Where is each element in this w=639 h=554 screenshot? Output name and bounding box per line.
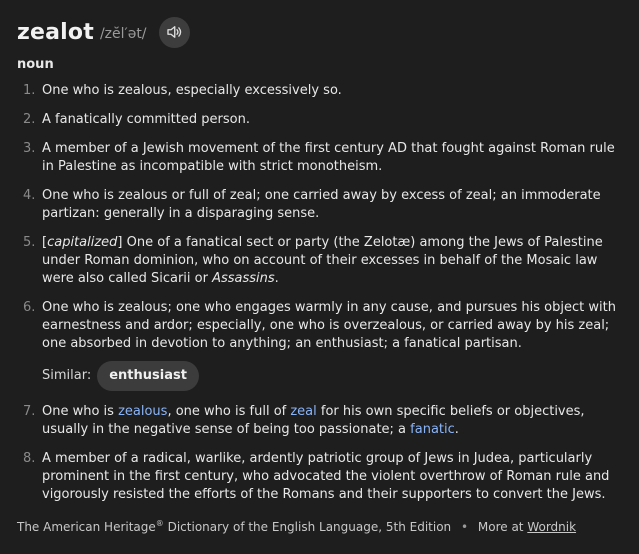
- definition-italic-term: Assassins: [212, 271, 275, 286]
- definition-item: [17, 187, 622, 223]
- definition-item: [17, 234, 622, 288]
- speaker-icon: [165, 23, 183, 41]
- definition-text: A fanatically committed person.: [42, 112, 250, 127]
- link-zealous[interactable]: zealous: [118, 404, 168, 419]
- definition-number: 2.: [23, 112, 36, 127]
- definition-text: One of a fanatical sect or party (the Zelotæ) among the Jews of Palestine under Roman dominion, who on account of their excesses in behalf of the Mosaic law were also called Sicarii or: [42, 235, 603, 286]
- definition-text: , one who is full of: [167, 404, 291, 419]
- definition-item: [17, 82, 622, 100]
- definition-bracket-open: [: [42, 235, 48, 250]
- definition-text: A member of a radical, warlike, ardently patriotic group of Jews in Judea, particularly prominent in the first century, who advocated the violent overthrow of Roman rule and vigorously resisted the efforts of the Romans and their supporters to convert the Jews.: [42, 451, 610, 502]
- definition-text: for his own specific beliefs or objectives, usually in the negative sense of being too passionate; a: [42, 404, 585, 437]
- definition-text: .: [454, 422, 459, 437]
- definition-number: 6.: [23, 300, 36, 315]
- pronunciation: /zĕl′ət/: [99, 25, 147, 42]
- similar-label: Similar:: [42, 368, 92, 383]
- definition-bracket-close: ]: [117, 235, 123, 250]
- definition-item: [17, 299, 622, 391]
- more-at-label: More at: [477, 520, 528, 534]
- source-name: The American Heritage: [17, 520, 156, 534]
- definition-number: 4.: [23, 188, 36, 203]
- entry-header: [17, 14, 190, 50]
- play-pronunciation-button[interactable]: [159, 17, 190, 48]
- link-fanatic[interactable]: fanatic: [410, 422, 455, 437]
- definition-item: [17, 403, 622, 439]
- definition-list: [17, 82, 622, 504]
- definition-label: capitalized: [47, 235, 118, 250]
- part-of-speech: noun: [17, 57, 54, 72]
- definition-text: One who is zealous; one who engages warmly in any cause, and pursues his object with earnestness and ardor; especially, one who is overzealous, or carried away by his zeal; one absorbed in devotion to anything; an enthusiast; a fanatical partisan.: [42, 300, 616, 351]
- definition-text-end: .: [274, 271, 279, 286]
- similar-row: [42, 361, 622, 391]
- definition-text: One who is: [42, 404, 119, 419]
- definition-number: 8.: [23, 451, 36, 466]
- definition-text: One who is zealous, especially excessively so.: [42, 83, 342, 98]
- source-name-rest: Dictionary of the English Language, 5th Edition: [163, 520, 452, 534]
- definition-number: 1.: [23, 83, 36, 98]
- similar-chip-enthusiast[interactable]: enthusiast: [97, 361, 199, 391]
- wordnik-link[interactable]: Wordnik: [527, 520, 577, 534]
- definition-number: 7.: [23, 404, 36, 419]
- definition-item: [17, 450, 622, 504]
- definition-item: [17, 140, 622, 176]
- registered-mark: ®: [155, 519, 164, 528]
- source-footer: [17, 519, 576, 534]
- definition-item: [17, 111, 622, 129]
- definition-number: 5.: [23, 235, 36, 250]
- definition-number: 3.: [23, 141, 36, 156]
- link-zeal[interactable]: zeal: [290, 404, 317, 419]
- bullet-separator: •: [460, 520, 469, 534]
- headword: zealot: [17, 19, 94, 45]
- definition-text: A member of a Jewish movement of the first century AD that fought against Roman rule in Palestine as incompatible with strict monotheism.: [42, 141, 615, 174]
- definition-text: One who is zealous or full of zeal; one carried away by excess of zeal; an immoderate partizan: generally in a disparaging sense.: [42, 188, 601, 221]
